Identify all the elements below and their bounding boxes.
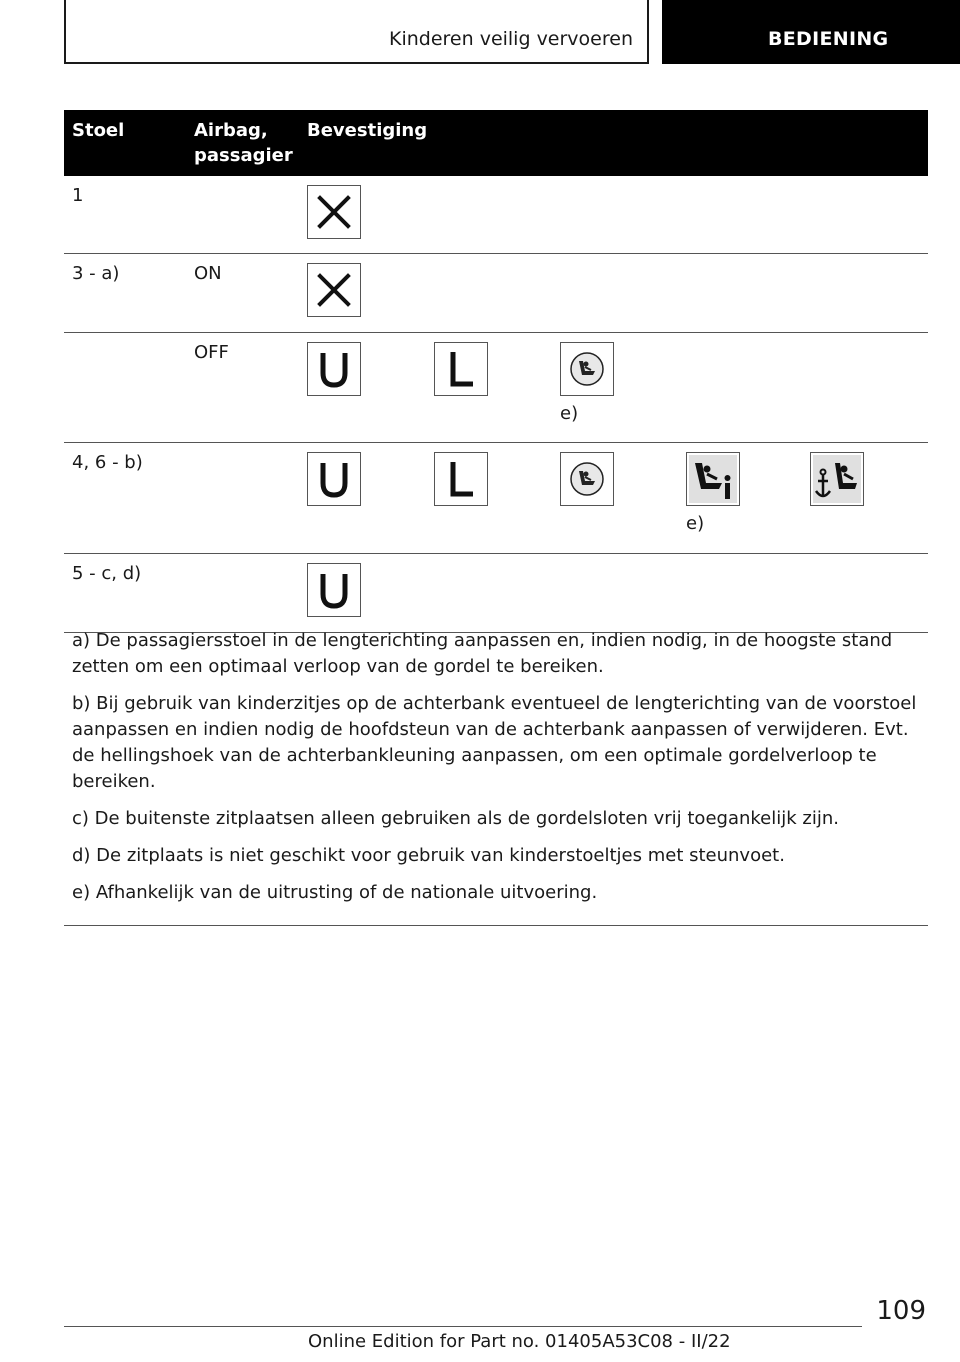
header-airbag: Airbag, passagier (194, 120, 293, 166)
header-chapter-box (662, 0, 960, 64)
child-seat-anchor-icon (810, 452, 864, 506)
table-row (64, 554, 928, 633)
u-mark-icon (307, 342, 361, 396)
note-b: b) Bij gebruik van kinderzitjes op de achterbank eventueel de lengterichting van de voorstoel aanpassen en indien nodig de hoofdsteun van de achterbank aanpassen of verwijderen. Evt. de hellingshoek van de achterbankleuning aanpassen, om een optimale gordelverloop te bereiken. (72, 693, 917, 792)
l-mark-icon (434, 452, 488, 506)
header-chapter-title: BEDIENING (768, 28, 889, 50)
row-seat: 1 (72, 185, 84, 206)
header-seat: Stoel (72, 120, 125, 141)
edition-label: Online Edition for Part no. 01405A53C08 - II/22 (308, 1331, 731, 1352)
child-seat-info-icon (686, 452, 740, 506)
row-footnote: e) (686, 513, 705, 534)
note-c: c) De buitenste zitplaatsen alleen gebruiken als de gordelsloten vrij toegankelijk zijn. (72, 808, 839, 829)
table-row (64, 333, 928, 443)
page-number: 109 (876, 1296, 926, 1326)
note-e: e) Afhankelijk van de uitrusting of de nationale uitvoering. (72, 882, 598, 903)
row-seat: 4, 6 - b) (72, 452, 143, 473)
row-seat: 3 - a) (72, 263, 120, 284)
header-mount: Bevestiging (307, 120, 428, 141)
l-mark-icon (434, 342, 488, 396)
table-row (64, 254, 928, 333)
note-d: d) De zitplaats is niet geschikt voor gebruik van kinderstoeltjes met steunvoet. (72, 845, 785, 866)
row-airbag: ON (194, 263, 222, 284)
header-section-title: Kinderen veilig vervoeren (389, 28, 633, 50)
table-header (64, 110, 928, 176)
footer-rule (64, 1326, 862, 1327)
note-a: a) De passagiersstoel in de lengterichting aanpassen en, indien nodig, in de hoogste stand zetten om een optimaal verloop van de gordel te bereiken. (72, 630, 893, 677)
child-seat-icon (560, 342, 614, 396)
u-mark-icon (307, 452, 361, 506)
u-mark-icon (307, 563, 361, 617)
table-row (64, 176, 928, 254)
row-seat: 5 - c, d) (72, 563, 142, 584)
mounting-table (64, 110, 928, 633)
child-seat-icon (560, 452, 614, 506)
row-airbag: OFF (194, 342, 229, 363)
x-icon (307, 185, 361, 239)
row-footnote: e) (560, 403, 579, 424)
footnotes (64, 628, 928, 926)
header-section-box (64, 0, 649, 64)
x-icon (307, 263, 361, 317)
table-row (64, 443, 928, 554)
